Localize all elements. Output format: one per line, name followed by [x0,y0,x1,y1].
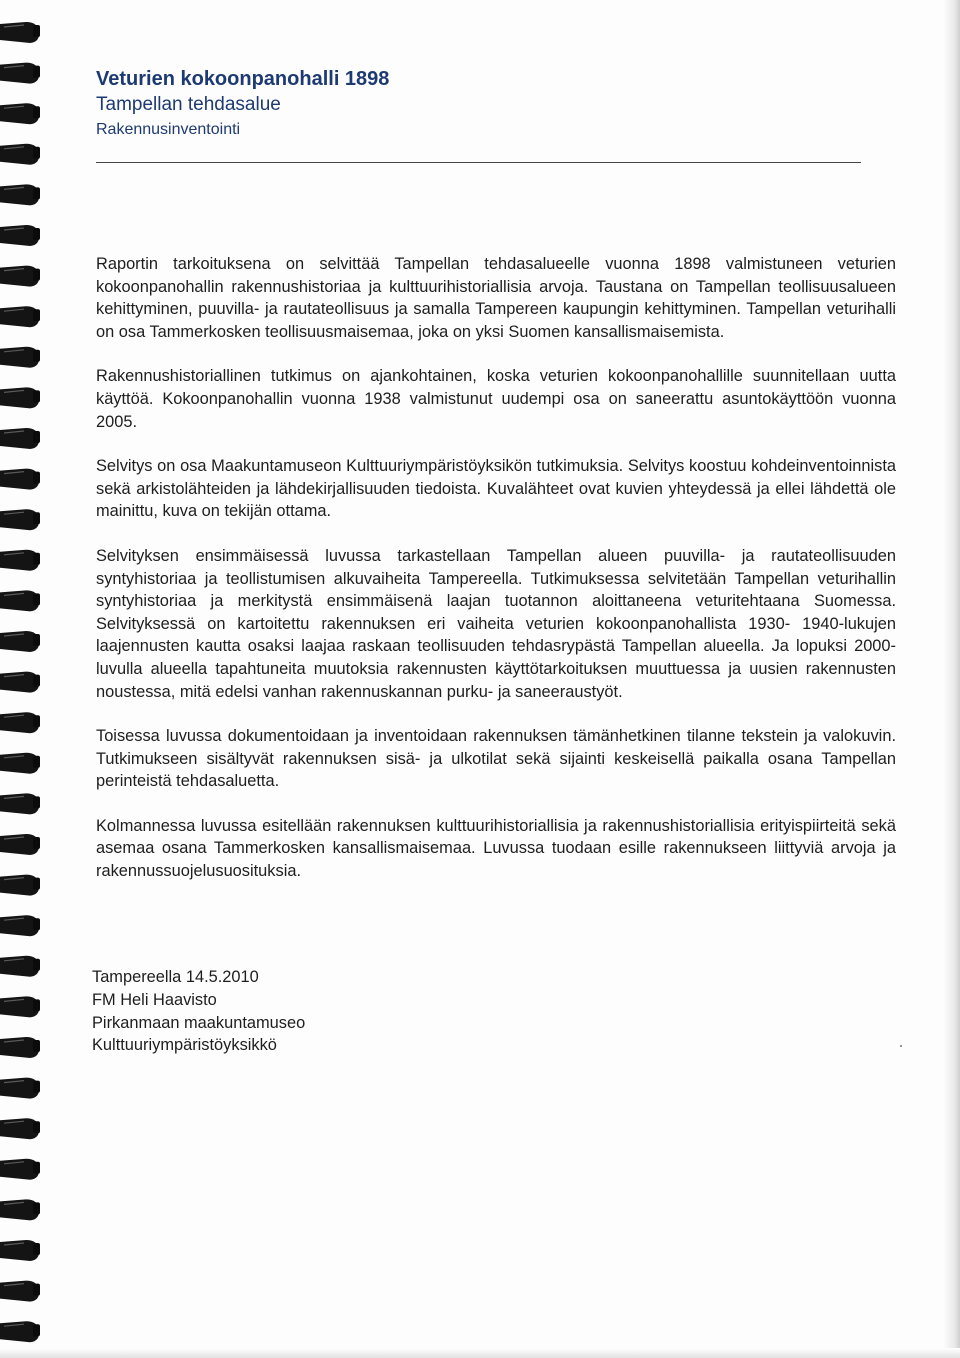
spiral-binding-graphic [0,0,60,1358]
header-divider [96,162,861,163]
binding-ring [0,956,40,977]
binding-ring [0,225,40,246]
paragraph: Raportin tarkoituksena on selvittää Tampellan tehdasalueelle vuonna 1898 valmistuneen veturien kokoonpanohallin rakennushistoriaa ja kulttuurihistoriallisia arvoja. Taustana on Tampellan teollisuusalueen kehittyminen, puuvilla- ja rautateollisuus ja samalla Tampereen kaupungin kehittyminen. Tampellan veturihalli on osa Tammerkosken teollisuusmaisemaa, joka on yksi Suomen kansallismaisemista. [96,255,896,341]
binding-ring [0,1281,40,1302]
binding-ring [0,63,40,84]
binding-ring [0,306,40,327]
binding-ring [0,144,40,165]
binding-ring [0,469,40,490]
binding-ring [0,1078,40,1099]
signature-place-date: Tampereella 14.5.2010 [92,968,259,986]
signature-unit: Kulttuuriympäristöyksikkö [92,1036,277,1055]
binding-ring [0,428,40,449]
binding-ring [0,672,40,693]
paragraph: Kolmannessa luvussa esitellään rakennuksen kulttuurihistoriallisia ja rakennushistoriallisia erityispiirteitä sekä asemaa osana Tammerkosken kansallismaisemaa. Luvussa tuodaan esille rakennukseen liittyviä arvoja ja rakennussuojelusuosituksia. [96,816,896,881]
binding-ring [0,915,40,936]
document-header [96,66,866,142]
binding-ring [0,793,40,814]
binding-ring [0,996,40,1017]
spiral-binding [0,0,60,1358]
paragraph: Selvityksen ensimmäisessä luvussa tarkastellaan Tampellan alueen puuvilla- ja rautateollisuuden syntyhistoriaa ja teollistumisen alkuvaiheita Tampereella. Tutkimuksessa selvitetään Tampellan veturihallin syntyhistoriaa ja merkitystä ensimmäisenä laajan tuotannon aloittaneena veturitehtaana Suomessa. Selvityksessä on kartoitettu rakennuksen eri vaiheita veturien kokoonpanohallista 1930- 1940-lukujen laajennusten kautta osaksi laajaa raskaan teollisuuden tehdasrypästä Tampellan alueella. Ja lopuksi 2000-luvulla alueella tapahtuneita muutoksia rakennusten käyttötarkoituksen muuttuessa ja uusien rakennusten noustessa, mitä edelsi vanhan rakennuskannan purku- ja saneeraustyöt. [96,546,896,701]
binding-ring [0,590,40,611]
binding-ring [0,509,40,530]
signature-organization: Pirkanmaan maakuntamuseo [92,1013,306,1032]
paragraph: Selvitys on osa Maakuntamuseon Kulttuuriympäristöyksikön tutkimuksia. Selvitys koostuu kohdeinventoinnista sekä arkistolähteiden ja lähdekirjallisuuden tiedoista. Kuvalähteet ovat kuvien yhteydessä ja ellei lähdettä ole mainittu, kuva on tekijän ottama. [96,457,896,521]
signature-block [92,966,305,1057]
signature-author: FM Heli Haavisto [92,990,217,1009]
document-title: Veturien kokoonpanohalli 1898 [96,68,390,90]
binding-ring [0,1321,40,1342]
binding-ring [0,347,40,368]
binding-ring [0,1159,40,1180]
binding-ring [0,184,40,205]
binding-ring [0,1240,40,1261]
binding-ring [0,1199,40,1220]
paragraph: Toisessa luvussa dokumentoidaan ja inventoidaan rakennuksen tämänhetkinen tilanne tekstein ja valokuvin. Tutkimukseen sisältyvät rakennuksen sisä- ja ulkotilat sekä sijainti keskeisellä paikalla osana Tampellan perinteistä tehdasaluetta. [96,727,896,791]
binding-ring [0,631,40,652]
binding-ring [0,387,40,408]
binding-ring [0,550,40,571]
binding-ring [0,103,40,124]
page-edge-shadow [942,0,960,1358]
speck-mark [900,1045,902,1047]
binding-ring [0,875,40,896]
binding-ring [0,1037,40,1058]
document-body [96,253,896,905]
paragraph: Rakennushistoriallinen tutkimus on ajankohtainen, koska veturien kokoonpanohallille suunnitellaan uutta käyttöä. Kokoonpanohallin vuonna 1938 valmistunut uudempi osa on saneerattu asuntokäyttöön vuonna 2005. [96,367,896,431]
binding-ring [0,266,40,287]
document-type: Rakennusinventointi [96,121,241,138]
binding-ring [0,22,40,43]
binding-ring [0,712,40,733]
document-subtitle: Tampellan tehdasalue [96,94,281,115]
page-bottom-shadow [0,1348,960,1358]
binding-ring [0,753,40,774]
binding-ring [0,834,40,855]
binding-ring [0,1118,40,1139]
